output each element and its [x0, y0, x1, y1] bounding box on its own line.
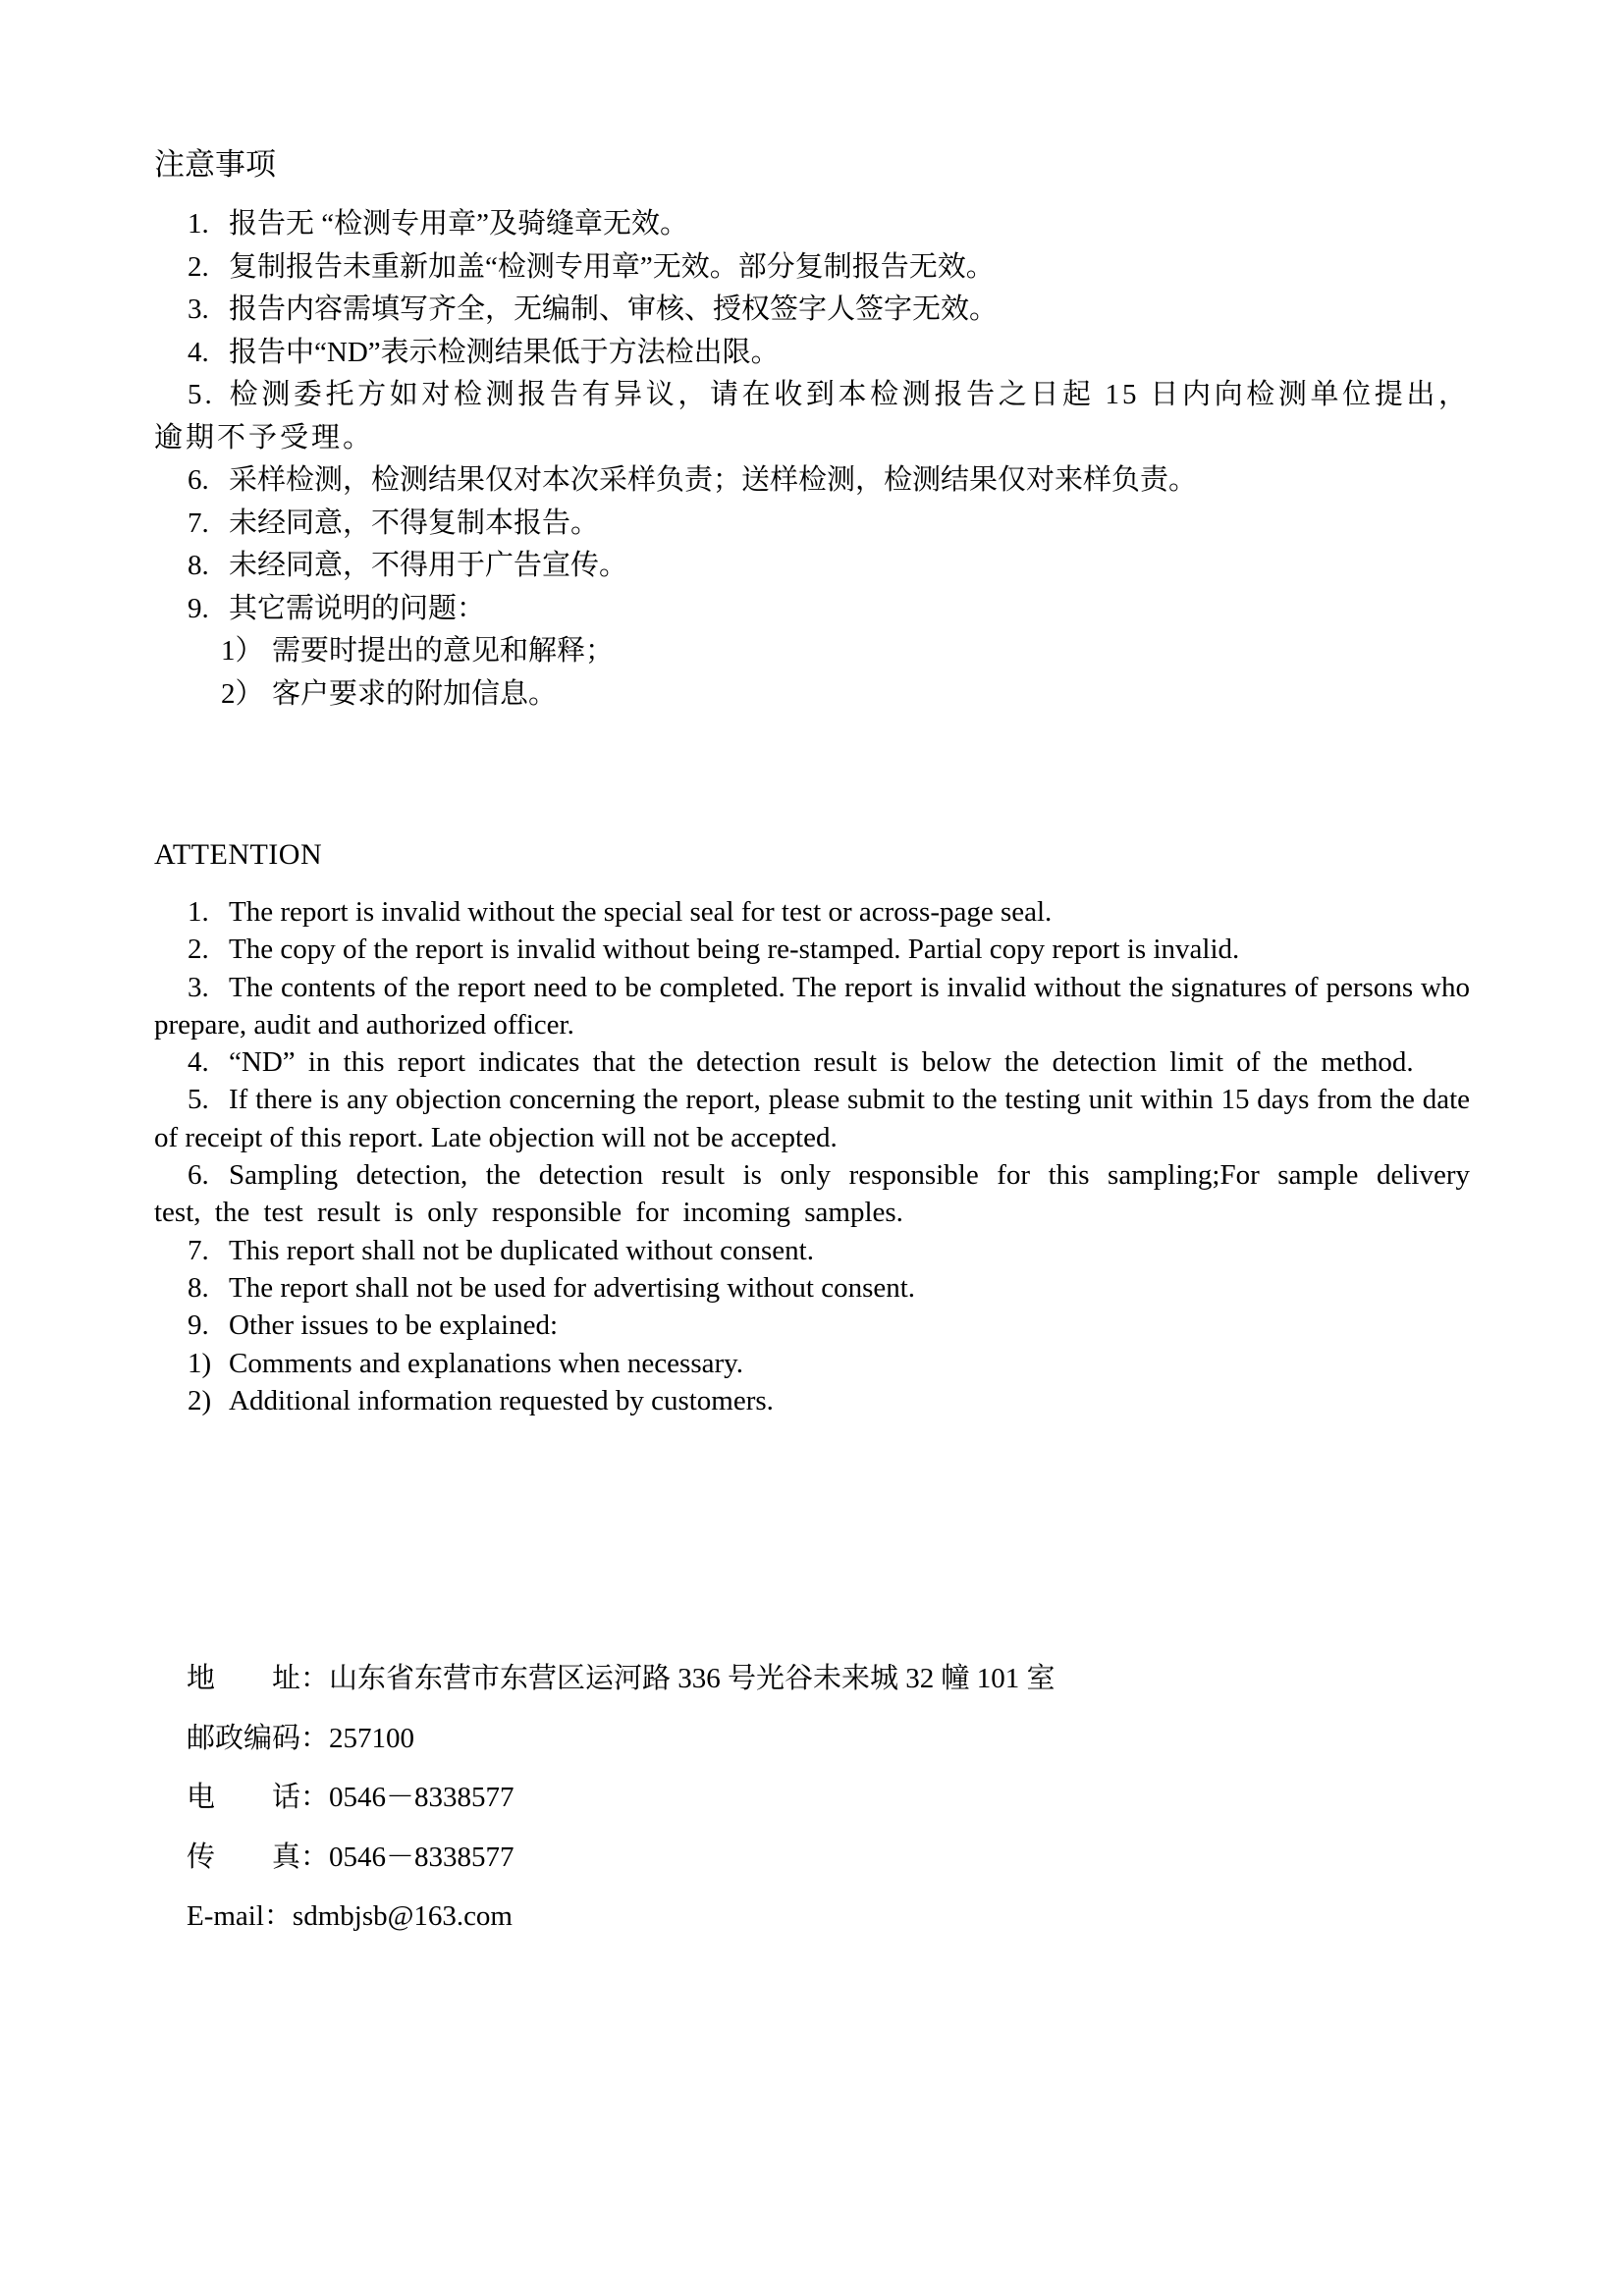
item-text: 其它需说明的问题： — [229, 592, 486, 624]
item-text: 未经同意，不得用于广告宣传。 — [229, 550, 628, 581]
notice-item-zh-4 — [154, 332, 1470, 375]
item-text: 复制报告未重新加盖“检测专用章”无效。部分复制报告无效。 — [229, 250, 995, 283]
attention-heading-en: ATTENTION — [154, 838, 323, 871]
item-number: 7. — [188, 1234, 209, 1266]
item-number: 5. — [188, 1084, 209, 1116]
item-number: 2. — [188, 250, 209, 283]
item-text: 未经同意，不得复制本报告。 — [229, 507, 600, 539]
item-text: 需要时提出的意见和解释； — [272, 635, 615, 667]
item-number: 1) — [188, 1347, 212, 1379]
contact-line-phone — [154, 1768, 1470, 1828]
notice-item-zh-8 — [154, 545, 1470, 588]
notice-item-zh-5 — [154, 374, 1470, 459]
contact-label: 地 址： — [187, 1663, 330, 1694]
contact-value: 0546－8338577 — [329, 1782, 514, 1813]
contact-label: 传 真： — [187, 1841, 330, 1873]
item-text: 检测委托方如对检测报告有异议，请在收到本检测报告之日起 15 日内向检测单位提出，逾期不予受理。 — [154, 379, 1470, 454]
item-text: This report shall not be duplicated without consent. — [229, 1234, 814, 1266]
item-number: 1. — [188, 896, 209, 928]
notice-subitem-zh-2 — [154, 673, 1470, 717]
notice-item-zh-1 — [154, 203, 1470, 246]
item-text: Other issues to be explained: — [229, 1309, 559, 1342]
notice-heading-zh: 注意事项 — [154, 147, 276, 182]
item-number: 3. — [188, 971, 209, 1003]
notice-subitem-zh-1 — [154, 630, 1470, 673]
contact-line-address — [154, 1649, 1470, 1709]
item-text: 报告内容需填写齐全，无编制、审核、授权签字人签字无效。 — [229, 294, 999, 325]
contact-label: 电 话： — [187, 1782, 330, 1813]
attention-item-en-6 — [154, 1156, 1470, 1232]
item-number: 6. — [188, 464, 209, 496]
attention-item-en-9 — [154, 1307, 1470, 1344]
item-number: 5. — [188, 379, 215, 410]
item-text: Additional information requested by customers. — [229, 1384, 774, 1416]
contact-value: sdmbjsb@163.com — [292, 1900, 513, 1932]
notice-list-zh — [154, 203, 1470, 716]
attention-item-en-8 — [154, 1269, 1470, 1307]
attention-item-en-7 — [154, 1232, 1470, 1269]
attention-item-en-2 — [154, 931, 1470, 968]
item-number: 4. — [188, 336, 209, 368]
contact-value: 257100 — [329, 1722, 415, 1754]
notice-item-zh-9 — [154, 588, 1470, 631]
notice-item-zh-3 — [154, 289, 1470, 332]
item-number: 7. — [188, 507, 209, 539]
item-number: 8. — [188, 1271, 209, 1304]
attention-subitem-en-1 — [154, 1345, 1470, 1382]
item-number: 4. — [188, 1046, 209, 1079]
attention-item-en-1 — [154, 893, 1470, 931]
item-text: 客户要求的附加信息。 — [272, 677, 558, 710]
item-text: 采样检测，检测结果仅对本次采样负责；送样检测，检测结果仅对来样负责。 — [229, 464, 1198, 496]
item-number: 8. — [188, 550, 209, 581]
attention-item-en-4 — [154, 1043, 1470, 1081]
item-number: 3. — [188, 294, 209, 325]
notice-item-zh-7 — [154, 503, 1470, 546]
item-number: 9. — [188, 592, 209, 624]
contact-line-email — [154, 1887, 1470, 1947]
item-number: 1） — [221, 635, 264, 667]
contact-block — [154, 1649, 1470, 1947]
item-text: If there is any objection concerning the report, please submit to the testing unit within 15 days from the date of receipt of this report. Late objection will not be accepted. — [154, 1084, 1470, 1153]
notice-item-zh-2 — [154, 246, 1470, 290]
contact-line-fax — [154, 1828, 1470, 1888]
item-number: 1. — [188, 208, 209, 240]
item-text: The contents of the report need to be completed. The report is invalid without the signatures of persons who prepare, audit and authorized officer. — [154, 971, 1470, 1041]
item-text: “ND” in this report indicates that the detection result is below the detection limit of the method. — [229, 1046, 1414, 1079]
contact-value: 山东省东营市东营区运河路 336 号光谷未来城 32 幢 101 室 — [329, 1663, 1056, 1694]
item-text: Comments and explanations when necessary. — [229, 1347, 744, 1379]
item-text: The copy of the report is invalid without being re-stamped. Partial copy report is invalid. — [229, 934, 1240, 966]
attention-subitem-en-2 — [154, 1382, 1470, 1419]
contact-label: E-mail： — [187, 1900, 293, 1932]
item-text: Sampling detection, the detection result is only responsible for this sampling;For sample delivery test, the test result is only responsible for incoming samples. — [154, 1159, 1470, 1229]
attention-item-en-3 — [154, 969, 1470, 1044]
item-number: 2) — [188, 1384, 212, 1416]
item-text: The report shall not be used for advertising without consent. — [229, 1271, 916, 1304]
item-number: 9. — [188, 1309, 209, 1342]
item-number: 6. — [188, 1159, 209, 1192]
item-text: 报告无 “检测专用章”及骑缝章无效。 — [229, 208, 688, 240]
item-text: The report is invalid without the special seal for test or across-page seal. — [229, 896, 1053, 928]
contact-line-postcode — [154, 1709, 1470, 1769]
item-number: 2） — [221, 677, 264, 710]
attention-item-en-5 — [154, 1081, 1470, 1156]
contact-value: 0546－8338577 — [329, 1841, 514, 1873]
attention-list-en — [154, 893, 1470, 1419]
notice-item-zh-6 — [154, 459, 1470, 503]
contact-label: 邮政编码： — [187, 1722, 330, 1754]
item-text: 报告中“ND”表示检测结果低于方法检出限。 — [229, 336, 780, 368]
item-number: 2. — [188, 934, 209, 966]
